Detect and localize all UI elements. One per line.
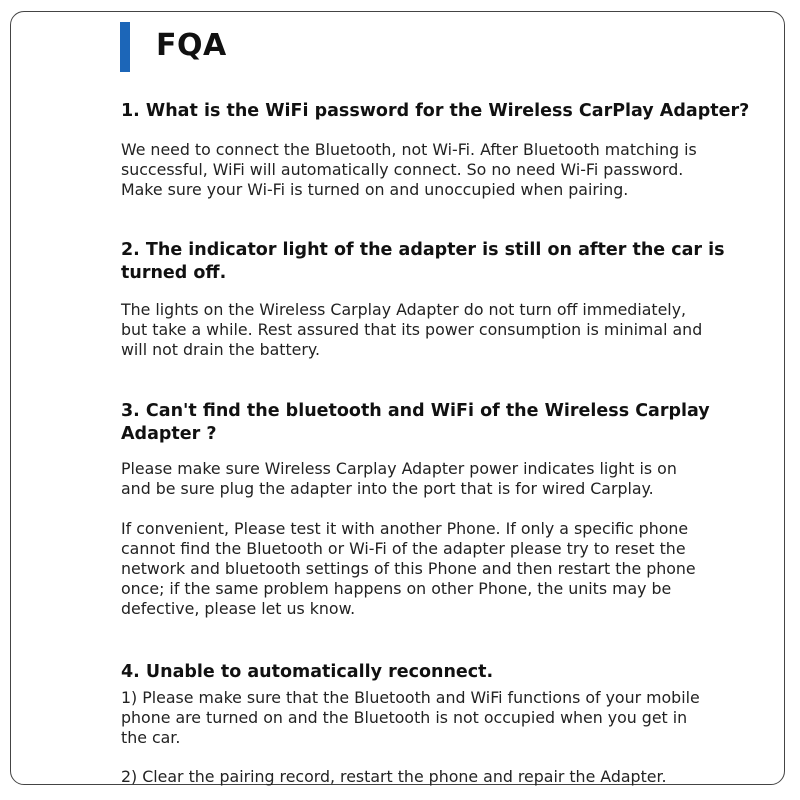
faq-answer-line: once; if the same problem happens on other Phone, the units may be: [121, 579, 672, 598]
faq-answer-line: the car.: [121, 728, 181, 747]
faq-answer-4: [121, 688, 721, 748]
faq-answer-line: Please make sure Wireless Carplay Adapter power indicates light is on: [121, 459, 677, 478]
faq-answer-line: phone are turned on and the Bluetooth is not occupied when you get in: [121, 708, 688, 727]
faq-answer-line: and be sure plug the adapter into the port that is for wired Carplay.: [121, 479, 654, 498]
faq-answer-2: [121, 300, 721, 360]
faq-question-4: [121, 661, 721, 684]
faq-answer-line: but take a while. Rest assured that its power consumption is minimal and: [121, 320, 703, 339]
faq-question-line: 1. What is the WiFi password for the Wireless CarPlay Adapter?: [121, 101, 750, 121]
faq-question-2: [121, 239, 725, 285]
faq-question-line: Adapter ?: [121, 424, 217, 444]
page-title: FQA: [156, 28, 227, 63]
faq-answer-line: 1) Please make sure that the Bluetooth and WiFi functions of your mobile: [121, 688, 700, 707]
faq-question-line: 2. The indicator light of the adapter is still on after the car is: [121, 240, 725, 260]
faq-question-line: turned off.: [121, 263, 227, 283]
faq-answer-line: The lights on the Wireless Carplay Adapter do not turn off immediately,: [121, 300, 687, 319]
faq-answer-line: defective, please let us know.: [121, 599, 356, 618]
faq-answer-3: [121, 459, 721, 499]
faq-answer-line: cannot find the Bluetooth or Wi-Fi of the adapter please try to reset the: [121, 539, 686, 558]
faq-answer-line: Make sure your Wi-Fi is turned on and unoccupied when pairing.: [121, 180, 629, 199]
faq-answer-4-paragraph-2: [121, 767, 721, 787]
faq-answer-1: [121, 140, 721, 200]
faq-answer-line: will not drain the battery.: [121, 340, 320, 359]
faq-answer-line: network and bluetooth settings of this Phone and then restart the phone: [121, 559, 696, 578]
faq-question-line: 4. Unable to automatically reconnect.: [121, 662, 494, 682]
faq-answer-line: We need to connect the Bluetooth, not Wi-Fi. After Bluetooth matching is: [121, 140, 697, 159]
faq-answer-line: 2) Clear the pairing record, restart the phone and repair the Adapter.: [121, 767, 667, 786]
faq-answer-line: If convenient, Please test it with another Phone. If only a specific phone: [121, 519, 689, 538]
faq-answer-3-paragraph-2: [121, 519, 721, 619]
faq-question-3: [121, 400, 721, 446]
faq-question-line: 3. Can't find the bluetooth and WiFi of the Wireless Carplay: [121, 401, 710, 421]
faq-answer-line: successful, WiFi will automatically connect. So no need Wi-Fi password.: [121, 160, 684, 179]
header-accent-bar: [120, 22, 130, 72]
faq-question-1: [121, 100, 750, 123]
